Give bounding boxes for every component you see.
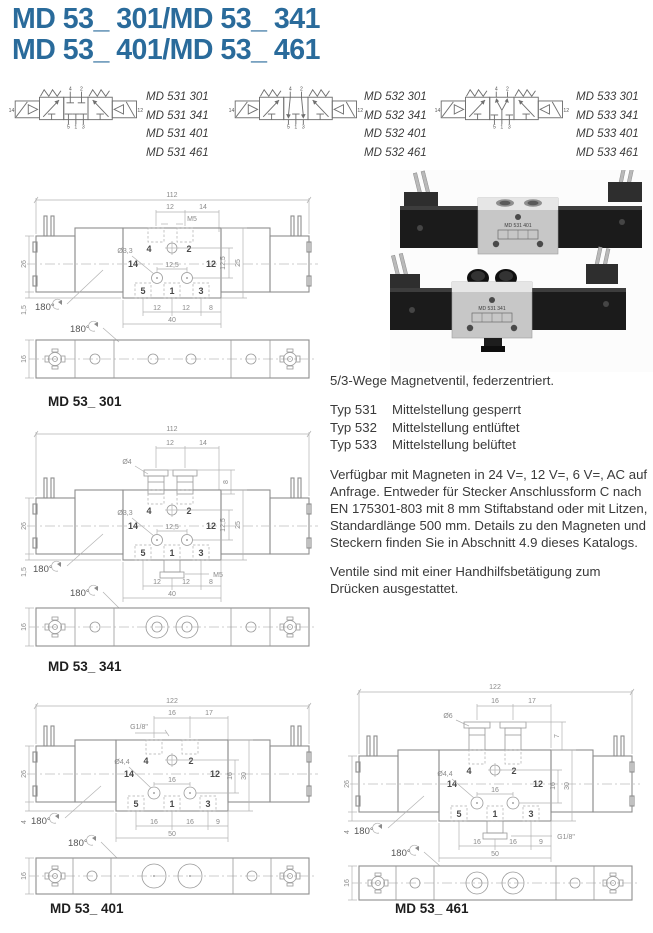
description-intro: 5/3-Wege Magnetventil, federzentriert. (330, 373, 555, 388)
port-label-2: 2 (506, 86, 509, 93)
valve-symbol-533 (430, 86, 570, 129)
type-id: Typ 533 (330, 437, 377, 452)
port-label-12: 12 (205, 521, 217, 531)
pilot-left (235, 101, 259, 118)
dim-side-b: 25 (235, 259, 242, 267)
dim-left-b: 4 (21, 820, 28, 824)
port-label-14: 14 (8, 108, 15, 115)
dim-side-b: 30 (241, 772, 248, 780)
dim-hole-dia: Ø3,3 (117, 248, 133, 255)
symbol-chamber-center-blocked (65, 97, 87, 119)
dim-top-a: 16 (168, 710, 176, 717)
pilot-left (441, 101, 465, 118)
pilot-right (112, 101, 136, 118)
type-list (330, 401, 652, 454)
dim-top-b: 14 (199, 204, 207, 211)
pilot-right (538, 101, 562, 118)
dim-bot-thread: M5 (213, 572, 223, 579)
port-label-4: 4 (494, 86, 498, 93)
port-label-5: 5 (133, 799, 139, 809)
type-row (330, 419, 652, 437)
rotation-callout: 180° (354, 826, 374, 837)
dim-block-w: 40 (168, 317, 176, 324)
dim-top-a: 12 (166, 204, 174, 211)
dim-total: 112 (166, 426, 178, 433)
dim-bot-c: 9 (216, 819, 220, 826)
dim-hole-dia: Ø3,3 (117, 510, 133, 517)
port-label-5: 5 (140, 286, 146, 296)
port-label-12: 12 (563, 108, 570, 115)
symbol-chamber-right (519, 100, 535, 120)
type-row (330, 401, 652, 419)
symbol-chamber-center-pressurized (491, 98, 513, 119)
dim-pitch: 16 (168, 777, 176, 784)
port-label-1: 1 (169, 548, 175, 558)
spring-right-icon (89, 90, 110, 97)
dim-strip-h: 16 (21, 623, 28, 631)
type-id: Typ 531 (330, 402, 377, 417)
variant-label: MD 533 341 (576, 109, 639, 122)
dim-bot-b: 16 (509, 839, 517, 846)
dim-bot-a: 12 (153, 579, 161, 586)
port-label-12: 12 (137, 108, 144, 115)
spring-right-icon (515, 90, 536, 97)
technical-drawing-md53-401 (15, 696, 330, 901)
page-title (12, 4, 320, 66)
dim-left-b: 1,5 (21, 305, 28, 315)
pilot-right (332, 101, 356, 118)
dim-left-b: 4 (344, 830, 351, 834)
dim-strip-h: 16 (344, 879, 351, 887)
dim-left-a: 26 (21, 260, 28, 268)
bottom-view (21, 340, 316, 378)
rotation-callout: 180° (70, 324, 90, 335)
port-label-4: 4 (143, 756, 149, 766)
rotation-callout: 180° (68, 838, 88, 849)
fitting-bottom (483, 821, 507, 839)
dim-hole-dia: Ø4,4 (114, 759, 130, 766)
port-label-14: 14 (446, 779, 458, 789)
port-label-3: 3 (301, 124, 305, 129)
port-label-1: 1 (500, 124, 504, 129)
dim-fit-dia: Ø6 (443, 713, 453, 720)
variant-label: MD 533 461 (576, 146, 639, 159)
type-text: Mittelstellung gesperrt (392, 402, 522, 417)
port-label-3: 3 (205, 799, 211, 809)
rotation-callout: 180° (31, 816, 51, 827)
port-label-1: 1 (492, 809, 498, 819)
drawing-caption: MD 53_ 461 (395, 901, 469, 916)
port-label-4: 4 (466, 766, 472, 776)
dim-left-a: 26 (21, 770, 28, 778)
dim-strip-h: 16 (21, 872, 28, 880)
manual-override-button[interactable] (489, 297, 495, 303)
dim-side-a: 12,5 (220, 518, 227, 532)
symbol-chamber-right (313, 100, 329, 120)
bottom-view (21, 858, 316, 894)
manual-override-button[interactable] (515, 214, 521, 220)
variant-label: MD 532 301 (364, 91, 427, 103)
dim-side-a: 12,5 (220, 256, 227, 270)
port-label-4: 4 (68, 86, 72, 93)
dim-block-w: 50 (491, 851, 499, 858)
variant-label: MD 532 401 (364, 128, 427, 140)
dim-total: 122 (166, 698, 178, 705)
spring-right-icon (309, 90, 330, 97)
dim-thread: G1/8" (130, 724, 148, 731)
port-label-2: 2 (80, 86, 83, 93)
variant-label: MD 532 341 (364, 109, 427, 122)
valve-engraved-label: MD 531 401 (504, 223, 532, 229)
port-label-12: 12 (532, 779, 544, 789)
pilot-left (15, 101, 39, 118)
dim-block-w: 40 (168, 591, 176, 598)
product-photo (390, 170, 653, 372)
page-title-line1: MD 53_ 301/MD 53_ 341 (12, 3, 320, 35)
symbol-chamber-left (263, 100, 279, 120)
fitting-bottom (160, 560, 184, 578)
port-label-14: 14 (127, 521, 139, 531)
page-title-line2: MD 53_ 401/MD 53_ 461 (12, 34, 320, 66)
symbol-533-variant-list (576, 88, 639, 162)
variant-label: MD 531 401 (146, 128, 209, 140)
rotation-callout: 180° (391, 848, 411, 859)
dim-bot-b: 16 (186, 819, 194, 826)
spring-left-icon (466, 90, 487, 97)
dim-bot-a: 12 (153, 305, 161, 312)
description-block (330, 372, 652, 609)
port-label-4: 4 (146, 244, 152, 254)
dim-side-a: 16 (227, 772, 234, 780)
rotation-callout: 180° (70, 588, 90, 599)
symbol-chamber-right (93, 100, 109, 120)
port-label-4: 4 (146, 506, 152, 516)
dim-pitch: 12,5 (165, 524, 179, 531)
port-label-14: 14 (434, 108, 441, 115)
push-in-fittings-top (464, 722, 526, 750)
variant-label: MD 533 301 (576, 91, 639, 103)
port-label-3: 3 (507, 124, 511, 129)
port-label-3: 3 (528, 809, 534, 819)
valve-symbol-531 (4, 86, 144, 129)
valve-engraved-label: MD 531 341 (478, 306, 506, 312)
port-label-2: 2 (511, 766, 517, 776)
port-label-1: 1 (294, 124, 298, 129)
type-row (330, 436, 652, 454)
type-text: Mittelstellung entlüftet (392, 419, 520, 435)
dim-left-a: 26 (21, 522, 28, 530)
port-label-1: 1 (169, 799, 175, 809)
dim-side-b: 30 (564, 782, 571, 790)
technical-drawing-md53-341 (15, 424, 330, 662)
dim-top-b: 14 (199, 440, 207, 447)
port-label-5: 5 (140, 548, 146, 558)
dim-block-w: 50 (168, 831, 176, 838)
variant-label: MD 531 461 (146, 146, 209, 159)
dim-hole-dia: Ø4,4 (437, 771, 453, 778)
dim-fit-h: 7 (554, 734, 561, 738)
symbol-532-variant-list (364, 88, 427, 162)
valve-symbol-532 (224, 86, 364, 129)
dim-fit-h: 8 (223, 480, 230, 484)
variant-label: MD 532 461 (364, 146, 427, 159)
rotation-callout: 180° (33, 564, 53, 575)
port-label-5: 5 (66, 124, 70, 129)
rotation-callout: 180° (35, 302, 55, 313)
dim-side-a: 16 (550, 782, 557, 790)
dim-thread: M5 (187, 216, 197, 223)
dim-top-a: 16 (491, 698, 499, 705)
port-label-4: 4 (288, 86, 292, 93)
bottom-view (21, 608, 316, 646)
dim-left-b: 1,5 (21, 567, 28, 577)
port-label-5: 5 (456, 809, 462, 819)
port-label-14: 14 (123, 769, 135, 779)
port-label-2: 2 (188, 756, 194, 766)
drawing-caption: MD 53_ 301 (48, 394, 122, 409)
technical-drawing-md53-301 (15, 190, 330, 386)
dim-top-b: 17 (528, 698, 536, 705)
description-paragraph: Ventile sind mit einer Handhilfsbetätigung zum Drücken ausgestattet. (330, 563, 601, 596)
port-label-2: 2 (186, 244, 192, 254)
dim-bot-b: 12 (182, 305, 190, 312)
symbol-chamber-left (469, 100, 485, 120)
variant-label: MD 533 401 (576, 128, 639, 140)
symbol-chamber-left (43, 100, 59, 120)
variant-label: MD 531 301 (146, 91, 209, 103)
dim-pitch: 16 (491, 787, 499, 794)
dim-bot-c: 8 (209, 579, 213, 586)
port-label-12: 12 (205, 259, 217, 269)
port-label-2: 2 (300, 86, 303, 93)
port-label-14: 14 (228, 108, 235, 115)
port-label-12: 12 (209, 769, 221, 779)
port-label-1: 1 (74, 124, 78, 129)
type-text: Mittelstellung belüftet (392, 437, 516, 452)
spring-left-icon (40, 90, 61, 97)
dim-side-b: 25 (235, 521, 242, 529)
dim-total: 112 (166, 192, 178, 199)
dim-bot-c: 9 (539, 839, 543, 846)
drawing-caption: MD 53_ 341 (48, 659, 122, 674)
dim-top-b: 17 (205, 710, 213, 717)
port-label-12: 12 (357, 108, 364, 115)
dim-top-a: 12 (166, 440, 174, 447)
port-label-3: 3 (198, 548, 204, 558)
dim-fit-dia: Ø4 (122, 459, 132, 466)
symbol-chamber-center-exhausted (286, 97, 306, 119)
dim-strip-h: 16 (21, 355, 28, 363)
bottom-view (344, 866, 639, 900)
variant-label: MD 531 341 (146, 109, 209, 122)
type-id: Typ 532 (330, 419, 377, 435)
technical-drawing-md53-461 (340, 680, 650, 902)
dim-left-a: 26 (344, 780, 351, 788)
dim-bot-c: 8 (209, 305, 213, 312)
dim-pitch: 12,5 (165, 262, 179, 269)
port-label-2: 2 (186, 506, 192, 516)
spring-left-icon (260, 90, 281, 97)
description-paragraph: Verfügbar mit Magneten in 24 V=, 12 V=, 6 V=, AC auf Anfrage. Entweder für Stecker Anschlussform C nach EN 175301-803 mit 8 mm Stiftabstand oder mit Litzen, Standardlänge 500 mm. Details zu den Magneten und Steckern finden Sie in Abschnitt 4.9 dieses Katalogs. (330, 466, 648, 550)
dim-total: 122 (489, 684, 501, 691)
port-label-5: 5 (492, 124, 496, 129)
drawing-caption: MD 53_ 401 (50, 901, 124, 916)
dim-bot-a: 16 (473, 839, 481, 846)
port-label-3: 3 (81, 124, 85, 129)
symbol-531-variant-list (146, 88, 209, 162)
dim-bot-a: 16 (150, 819, 158, 826)
dim-bot-b: 12 (182, 579, 190, 586)
port-label-5: 5 (286, 124, 290, 129)
dim-bot-thread: G1/8" (557, 834, 575, 841)
port-label-3: 3 (198, 286, 204, 296)
port-label-14: 14 (127, 259, 139, 269)
port-label-1: 1 (169, 286, 175, 296)
